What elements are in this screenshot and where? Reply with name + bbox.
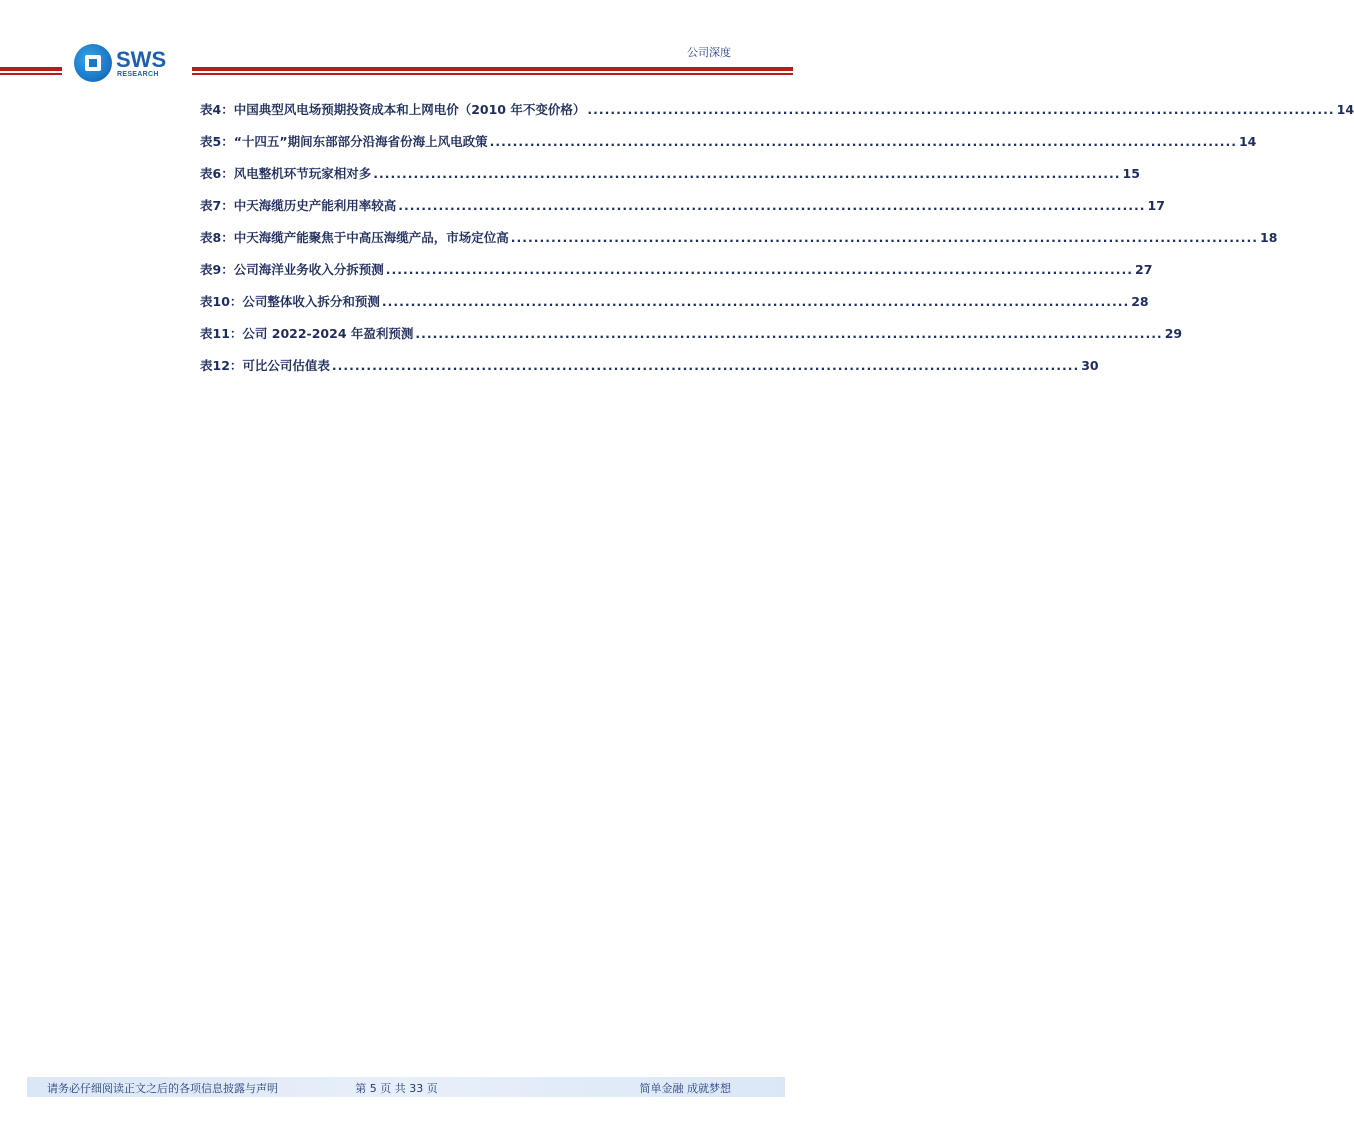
toc-entry-page: 14 (1336, 102, 1354, 117)
toc-entry-title: 表6：风电整机环节玩家相对多 (200, 166, 372, 181)
logo-subtext: RESEARCH (117, 71, 159, 78)
header-rule-right-thin (192, 73, 793, 75)
toc-leader-dots: .................................................................................................................................. (331, 358, 1080, 373)
toc-entry[interactable] (200, 100, 1354, 132)
toc-entry[interactable] (200, 324, 1183, 356)
toc-entry[interactable] (200, 260, 1153, 292)
toc-entry-page: 18 (1260, 230, 1278, 245)
logo-mark-icon (74, 44, 112, 82)
header-doc-type: 公司深度 (687, 46, 731, 59)
toc-entry-page: 14 (1238, 134, 1257, 149)
toc-leader-dots: .................................................................................................................................. (415, 326, 1163, 341)
toc-entry-page: 29 (1164, 326, 1183, 341)
header-rule-right (192, 67, 793, 71)
toc-entry[interactable] (200, 196, 1165, 228)
toc-entry-page: 30 (1081, 358, 1099, 373)
toc-entry[interactable] (200, 292, 1149, 324)
toc-entry-title: 表7：中天海缆历史产能利用率较高 (200, 198, 397, 213)
logo-text: SWS (116, 47, 167, 72)
footer-slogan: 简单金融 成就梦想 (639, 1082, 731, 1095)
toc-entry[interactable] (200, 356, 1099, 388)
toc-entry-page: 15 (1122, 166, 1140, 181)
toc-entry-title: 表10：公司整体收入拆分和预测 (200, 294, 380, 309)
toc-entry-page: 28 (1131, 294, 1149, 309)
toc-leader-dots: .................................................................................................................................. (381, 294, 1130, 309)
toc-entry-title: 表9：公司海洋业务收入分拆预测 (200, 262, 384, 277)
toc-entry[interactable] (200, 228, 1278, 260)
header-rule-left (0, 67, 62, 71)
toc-entry[interactable] (200, 164, 1140, 196)
toc-leader-dots: .................................................................................................................................. (489, 134, 1237, 149)
table-of-contents (200, 100, 1354, 388)
toc-leader-dots: .................................................................................................................................. (385, 262, 1134, 277)
toc-entry-page: 17 (1147, 198, 1165, 213)
toc-leader-dots: .................................................................................................................................. (398, 198, 1146, 213)
toc-leader-dots: .................................................................................................................................. (587, 102, 1335, 117)
toc-entry-title: 表11：公司 2022-2024 年盈利预测 (200, 326, 414, 341)
sws-logo (74, 44, 184, 84)
toc-entry[interactable] (200, 132, 1257, 164)
toc-entry-title: 表8：中天海缆产能聚焦于中高压海缆产品，市场定位高 (200, 230, 509, 245)
toc-entry-page: 27 (1135, 262, 1153, 277)
toc-entry-title: 表12：可比公司估值表 (200, 358, 330, 373)
toc-leader-dots: .................................................................................................................................. (510, 230, 1259, 245)
toc-leader-dots: .................................................................................................................................. (373, 166, 1121, 181)
header-rule-left-thin (0, 73, 62, 75)
toc-entry-title: 表4：中国典型风电场预期投资成本和上网电价（2010 年不变价格） (200, 102, 586, 117)
footer-page-info: 第 5 页 共 33 页 (355, 1082, 438, 1095)
toc-entry-title: 表5：“十四五”期间东部部分沿海省份海上风电政策 (200, 134, 488, 149)
footer-disclaimer: 请务必仔细阅读正文之后的各项信息披露与声明 (47, 1082, 278, 1095)
